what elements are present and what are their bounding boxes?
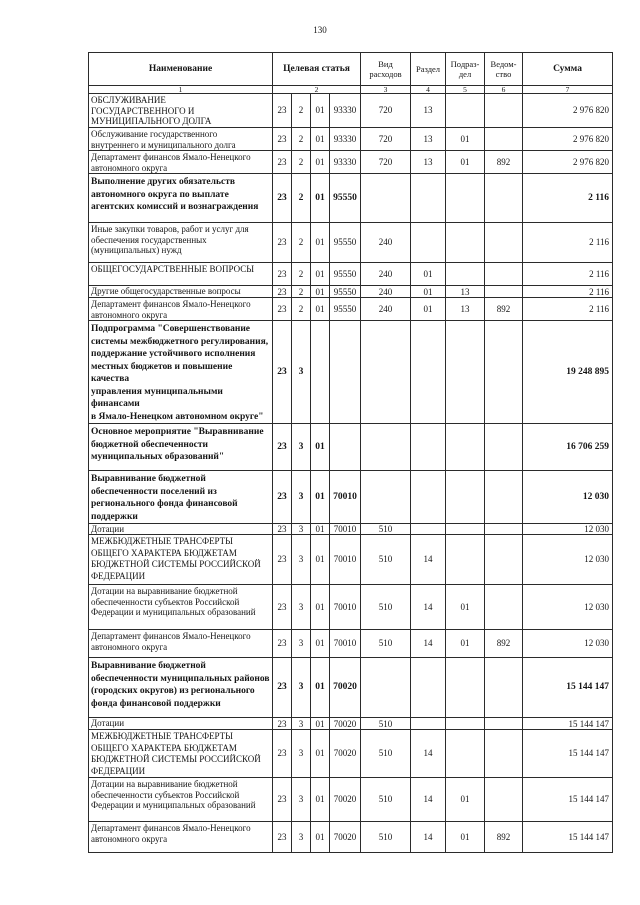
department-cell — [485, 321, 523, 424]
target-article-program-cell: 23 — [273, 223, 292, 263]
target-article-direction-cell: 70020 — [330, 718, 361, 730]
column-number: 4 — [411, 86, 446, 94]
target-article-program-cell: 23 — [273, 524, 292, 535]
subsection-cell — [446, 471, 485, 524]
name-cell: Дотации на выравнивание бюджетной обеспеченности субъектов Российской Федерации и муниципальных образований — [89, 778, 273, 822]
page-number: 130 — [313, 25, 327, 35]
section-cell: 01 — [411, 286, 446, 298]
department-cell — [485, 94, 523, 128]
header-name: Наименование — [89, 53, 273, 86]
amount-cell: 2 116 — [523, 263, 613, 286]
target-article-program-cell: 23 — [273, 424, 292, 471]
target-article-direction-cell: 95550 — [330, 174, 361, 223]
target-article-program-cell: 23 — [273, 630, 292, 658]
amount-cell: 12 030 — [523, 535, 613, 585]
expense-type-cell — [361, 321, 411, 424]
header-section: Раздел — [411, 53, 446, 86]
name-cell: Департамент финансов Ямало-Ненецкого автономного округа — [89, 151, 273, 174]
department-cell: 892 — [485, 822, 523, 853]
table-row — [89, 151, 613, 174]
table-row — [89, 321, 613, 424]
header-expense-type: Вид расходов — [361, 53, 411, 86]
section-cell: 14 — [411, 730, 446, 778]
table-row — [89, 630, 613, 658]
header-target-article: Целевая статья — [273, 53, 361, 86]
target-article-direction-cell: 70010 — [330, 630, 361, 658]
column-number: 5 — [446, 86, 485, 94]
subsection-cell — [446, 223, 485, 263]
budget-table — [88, 52, 613, 853]
amount-cell: 2 116 — [523, 286, 613, 298]
target-article-activity-cell: 01 — [311, 730, 330, 778]
target-article-program-cell: 23 — [273, 174, 292, 223]
expense-type-cell: 510 — [361, 535, 411, 585]
section-cell — [411, 524, 446, 535]
target-article-direction-cell: 95550 — [330, 263, 361, 286]
target-article-direction-cell — [330, 321, 361, 424]
target-article-activity-cell: 01 — [311, 658, 330, 718]
subsection-cell — [446, 321, 485, 424]
target-article-direction-cell: 70020 — [330, 658, 361, 718]
target-article-activity-cell: 01 — [311, 630, 330, 658]
name-cell: Обслуживание государственного внутреннего и муниципального долга — [89, 128, 273, 151]
department-cell: 892 — [485, 151, 523, 174]
budget-table-body — [89, 94, 613, 853]
target-article-subprogram-cell: 3 — [292, 730, 311, 778]
table-row — [89, 424, 613, 471]
amount-cell: 2 976 820 — [523, 151, 613, 174]
target-article-subprogram-cell: 3 — [292, 524, 311, 535]
amount-cell: 12 030 — [523, 471, 613, 524]
amount-cell: 16 706 259 — [523, 424, 613, 471]
subsection-cell — [446, 718, 485, 730]
section-cell: 14 — [411, 778, 446, 822]
amount-cell: 2 116 — [523, 298, 613, 321]
subsection-cell — [446, 658, 485, 718]
expense-type-cell — [361, 658, 411, 718]
name-cell: Подпрограмма "Совершенствование системы межбюджетного регулирования, поддержание устойчивого исполнения местных бюджетов и повышение качества управления муниципальными финансами в Ямало-Ненецком автономном округе" — [89, 321, 273, 424]
target-article-subprogram-cell: 2 — [292, 223, 311, 263]
name-cell: Департамент финансов Ямало-Ненецкого автономного округа — [89, 298, 273, 321]
department-cell — [485, 658, 523, 718]
target-article-subprogram-cell: 3 — [292, 321, 311, 424]
target-article-activity-cell: 01 — [311, 94, 330, 128]
target-article-activity-cell: 01 — [311, 778, 330, 822]
target-article-program-cell: 23 — [273, 778, 292, 822]
target-article-program-cell: 23 — [273, 263, 292, 286]
section-cell: 14 — [411, 822, 446, 853]
table-row — [89, 298, 613, 321]
target-article-subprogram-cell: 3 — [292, 822, 311, 853]
subsection-cell — [446, 524, 485, 535]
target-article-program-cell: 23 — [273, 151, 292, 174]
target-article-activity-cell: 01 — [311, 585, 330, 630]
department-cell — [485, 128, 523, 151]
amount-cell: 2 116 — [523, 223, 613, 263]
department-cell — [485, 718, 523, 730]
subsection-cell — [446, 174, 485, 223]
name-cell: Основное мероприятие "Выравнивание бюджетной обеспеченности муниципальных образований" — [89, 424, 273, 471]
target-article-direction-cell: 95550 — [330, 298, 361, 321]
table-row — [89, 94, 613, 128]
column-number: 2 — [273, 86, 361, 94]
amount-cell: 15 144 147 — [523, 730, 613, 778]
name-cell: ОБЩЕГОСУДАРСТВЕННЫЕ ВОПРОСЫ — [89, 263, 273, 286]
expense-type-cell: 510 — [361, 778, 411, 822]
target-article-subprogram-cell: 2 — [292, 286, 311, 298]
expense-type-cell: 510 — [361, 630, 411, 658]
amount-cell: 2 976 820 — [523, 94, 613, 128]
expense-type-cell — [361, 424, 411, 471]
subsection-cell — [446, 263, 485, 286]
section-cell: 13 — [411, 94, 446, 128]
amount-cell: 12 030 — [523, 524, 613, 535]
column-number: 3 — [361, 86, 411, 94]
target-article-activity-cell: 01 — [311, 822, 330, 853]
subsection-cell — [446, 730, 485, 778]
name-cell: ОБСЛУЖИВАНИЕ ГОСУДАРСТВЕННОГО И МУНИЦИПАЛЬНОГО ДОЛГА — [89, 94, 273, 128]
subsection-cell: 01 — [446, 128, 485, 151]
amount-cell: 2 116 — [523, 174, 613, 223]
target-article-activity-cell: 01 — [311, 223, 330, 263]
target-article-direction-cell: 93330 — [330, 151, 361, 174]
expense-type-cell: 510 — [361, 718, 411, 730]
name-cell: Иные закупки товаров, работ и услуг для обеспечения государственных (муниципальных) нужд — [89, 223, 273, 263]
table-row — [89, 223, 613, 263]
target-article-subprogram-cell: 3 — [292, 585, 311, 630]
target-article-activity-cell: 01 — [311, 298, 330, 321]
target-article-direction-cell: 95550 — [330, 223, 361, 263]
name-cell: Департамент финансов Ямало-Ненецкого автономного округа — [89, 822, 273, 853]
target-article-activity-cell: 01 — [311, 471, 330, 524]
section-cell: 01 — [411, 263, 446, 286]
expense-type-cell: 720 — [361, 128, 411, 151]
target-article-activity-cell: 01 — [311, 286, 330, 298]
department-cell — [485, 778, 523, 822]
target-article-program-cell: 23 — [273, 718, 292, 730]
subsection-cell: 01 — [446, 151, 485, 174]
table-row — [89, 263, 613, 286]
table-row — [89, 585, 613, 630]
expense-type-cell: 510 — [361, 585, 411, 630]
table-row — [89, 658, 613, 718]
target-article-direction-cell: 70010 — [330, 585, 361, 630]
target-article-activity-cell: 01 — [311, 524, 330, 535]
target-article-subprogram-cell: 2 — [292, 94, 311, 128]
amount-cell: 2 976 820 — [523, 128, 613, 151]
department-cell — [485, 730, 523, 778]
department-cell: 892 — [485, 630, 523, 658]
department-cell — [485, 535, 523, 585]
target-article-program-cell: 23 — [273, 298, 292, 321]
target-article-activity-cell: 01 — [311, 128, 330, 151]
target-article-direction-cell: 70010 — [330, 471, 361, 524]
department-cell — [485, 524, 523, 535]
expense-type-cell — [361, 174, 411, 223]
target-article-subprogram-cell: 3 — [292, 778, 311, 822]
target-article-activity-cell — [311, 321, 330, 424]
target-article-subprogram-cell: 2 — [292, 263, 311, 286]
name-cell: Дотации — [89, 524, 273, 535]
column-number: 6 — [485, 86, 523, 94]
subsection-cell: 13 — [446, 286, 485, 298]
target-article-subprogram-cell: 2 — [292, 151, 311, 174]
target-article-subprogram-cell: 2 — [292, 128, 311, 151]
expense-type-cell: 510 — [361, 730, 411, 778]
name-cell: МЕЖБЮДЖЕТНЫЕ ТРАНСФЕРТЫ ОБЩЕГО ХАРАКТЕРА БЮДЖЕТАМ БЮДЖЕТНОЙ СИСТЕМЫ РОССИЙСКОЙ ФЕДЕРАЦИИ — [89, 535, 273, 585]
table-row — [89, 471, 613, 524]
section-cell — [411, 471, 446, 524]
header-amount: Сумма — [523, 53, 613, 86]
target-article-direction-cell: 70020 — [330, 822, 361, 853]
target-article-activity-cell: 01 — [311, 718, 330, 730]
target-article-subprogram-cell: 3 — [292, 471, 311, 524]
target-article-program-cell: 23 — [273, 585, 292, 630]
subsection-cell — [446, 94, 485, 128]
target-article-direction-cell: 70010 — [330, 535, 361, 585]
name-cell: Выравнивание бюджетной обеспеченности поселений из регионального фонда финансовой поддержки — [89, 471, 273, 524]
expense-type-cell — [361, 471, 411, 524]
name-cell: Дотации — [89, 718, 273, 730]
target-article-direction-cell: 95550 — [330, 286, 361, 298]
target-article-program-cell: 23 — [273, 658, 292, 718]
section-cell: 14 — [411, 630, 446, 658]
amount-cell: 15 144 147 — [523, 718, 613, 730]
name-cell: Дотации на выравнивание бюджетной обеспеченности субъектов Российской Федерации и муниципальных образований — [89, 585, 273, 630]
table-header-row — [89, 53, 613, 86]
expense-type-cell: 240 — [361, 223, 411, 263]
amount-cell: 12 030 — [523, 630, 613, 658]
amount-cell: 15 144 147 — [523, 778, 613, 822]
table-row — [89, 778, 613, 822]
target-article-direction-cell — [330, 424, 361, 471]
target-article-direction-cell: 70010 — [330, 524, 361, 535]
target-article-activity-cell: 01 — [311, 424, 330, 471]
name-cell: Выравнивание бюджетной обеспеченности муниципальных районов (городских округов) из регионального фонда финансовой поддержки — [89, 658, 273, 718]
name-cell: Департамент финансов Ямало-Ненецкого автономного округа — [89, 630, 273, 658]
target-article-program-cell: 23 — [273, 822, 292, 853]
target-article-activity-cell: 01 — [311, 151, 330, 174]
department-cell — [485, 585, 523, 630]
target-article-program-cell: 23 — [273, 321, 292, 424]
table-row — [89, 174, 613, 223]
target-article-program-cell: 23 — [273, 128, 292, 151]
target-article-program-cell: 23 — [273, 286, 292, 298]
section-cell — [411, 174, 446, 223]
department-cell — [485, 424, 523, 471]
column-number: 1 — [89, 86, 273, 94]
target-article-subprogram-cell: 3 — [292, 658, 311, 718]
subsection-cell: 01 — [446, 778, 485, 822]
header-department: Ведом-ство — [485, 53, 523, 86]
section-cell — [411, 321, 446, 424]
name-cell: Другие общегосударственные вопросы — [89, 286, 273, 298]
target-article-program-cell: 23 — [273, 94, 292, 128]
target-article-subprogram-cell: 3 — [292, 424, 311, 471]
table-row — [89, 822, 613, 853]
subsection-cell — [446, 424, 485, 471]
subsection-cell: 01 — [446, 822, 485, 853]
section-cell — [411, 658, 446, 718]
table-row — [89, 286, 613, 298]
table-row — [89, 718, 613, 730]
amount-cell: 19 248 895 — [523, 321, 613, 424]
expense-type-cell: 240 — [361, 263, 411, 286]
target-article-activity-cell: 01 — [311, 263, 330, 286]
section-cell — [411, 223, 446, 263]
amount-cell: 12 030 — [523, 585, 613, 630]
column-number: 7 — [523, 86, 613, 94]
subsection-cell: 01 — [446, 630, 485, 658]
target-article-subprogram-cell: 3 — [292, 630, 311, 658]
target-article-direction-cell: 70020 — [330, 730, 361, 778]
target-article-activity-cell: 01 — [311, 535, 330, 585]
column-number-row — [89, 86, 613, 94]
section-cell: 14 — [411, 585, 446, 630]
target-article-program-cell: 23 — [273, 730, 292, 778]
expense-type-cell: 240 — [361, 286, 411, 298]
subsection-cell: 01 — [446, 585, 485, 630]
section-cell: 13 — [411, 128, 446, 151]
target-article-program-cell: 23 — [273, 535, 292, 585]
department-cell — [485, 263, 523, 286]
section-cell — [411, 718, 446, 730]
amount-cell: 15 144 147 — [523, 822, 613, 853]
header-subsection: Подраз-дел — [446, 53, 485, 86]
expense-type-cell: 240 — [361, 298, 411, 321]
target-article-direction-cell: 93330 — [330, 128, 361, 151]
target-article-subprogram-cell: 3 — [292, 535, 311, 585]
target-article-subprogram-cell: 2 — [292, 298, 311, 321]
table-row — [89, 524, 613, 535]
name-cell: Выполнение других обязательств автономного округа по выплате агентских комиссий и вознаграждения — [89, 174, 273, 223]
expense-type-cell: 510 — [361, 822, 411, 853]
subsection-cell: 13 — [446, 298, 485, 321]
table-row — [89, 730, 613, 778]
target-article-direction-cell: 93330 — [330, 94, 361, 128]
section-cell: 14 — [411, 535, 446, 585]
department-cell — [485, 286, 523, 298]
department-cell — [485, 471, 523, 524]
section-cell: 13 — [411, 151, 446, 174]
table-row — [89, 535, 613, 585]
expense-type-cell: 720 — [361, 94, 411, 128]
section-cell — [411, 424, 446, 471]
department-cell: 892 — [485, 298, 523, 321]
amount-cell: 15 144 147 — [523, 658, 613, 718]
table-row — [89, 128, 613, 151]
target-article-direction-cell: 70020 — [330, 778, 361, 822]
target-article-activity-cell: 01 — [311, 174, 330, 223]
target-article-subprogram-cell: 3 — [292, 718, 311, 730]
expense-type-cell: 510 — [361, 524, 411, 535]
expense-type-cell: 720 — [361, 151, 411, 174]
department-cell — [485, 223, 523, 263]
target-article-subprogram-cell: 2 — [292, 174, 311, 223]
department-cell — [485, 174, 523, 223]
name-cell: МЕЖБЮДЖЕТНЫЕ ТРАНСФЕРТЫ ОБЩЕГО ХАРАКТЕРА БЮДЖЕТАМ БЮДЖЕТНОЙ СИСТЕМЫ РОССИЙСКОЙ ФЕДЕРАЦИИ — [89, 730, 273, 778]
target-article-program-cell: 23 — [273, 471, 292, 524]
section-cell: 01 — [411, 298, 446, 321]
subsection-cell — [446, 535, 485, 585]
